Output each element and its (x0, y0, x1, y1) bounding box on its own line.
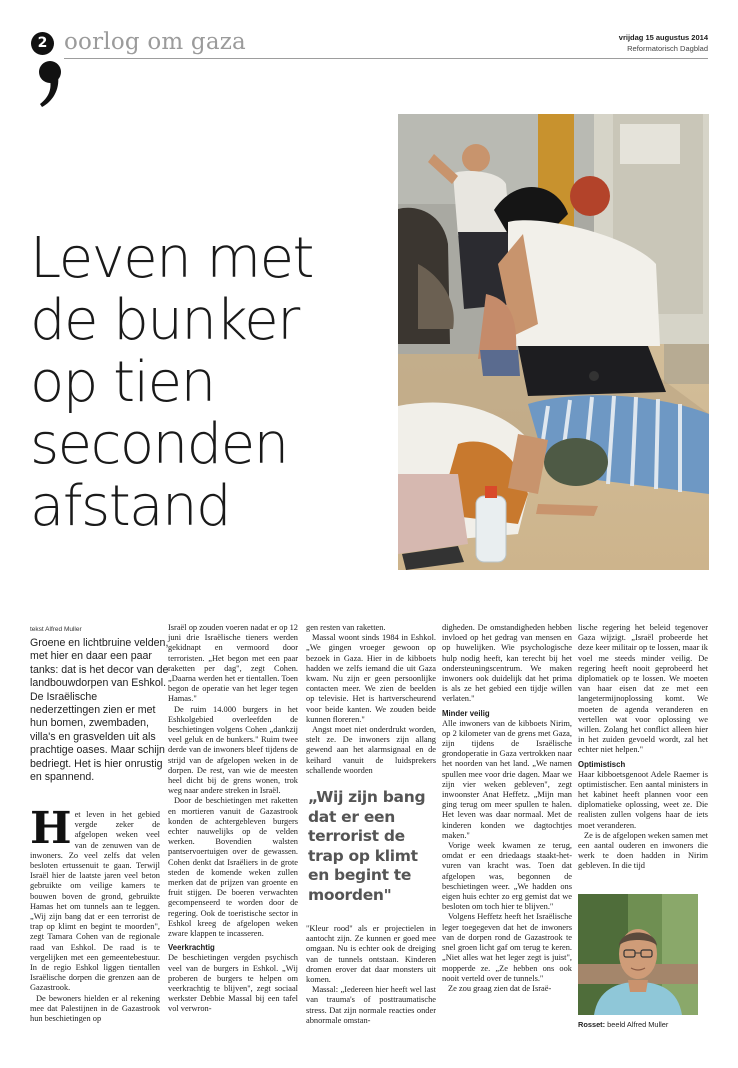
article-column-3-continued (306, 924, 436, 1026)
article-column-1 (30, 803, 160, 1024)
article-paragraph: Volgens Heffetz heeft het Israëlische leger toegegeven dat het de inwoners van de dorpen rond de Gazastrook te snel groen licht gaf om terug te keren. „Niet alles wat het leger zegt is juist", mopperde ze. „Ze hebben ons ook nooit verteld over de tunnels." (442, 912, 572, 983)
article-paragraph: Massal: „Iedereen hier heeft wel last van trauma's of posttraumatische stress. Dat zijn normale reacties onder abnormale omstan- (306, 985, 436, 1025)
main-photo (398, 114, 709, 570)
headline-line: de bunker (30, 288, 299, 353)
issue-date: vrijdag 15 augustus 2014 (618, 33, 708, 42)
article-column-2 (168, 623, 298, 1015)
article-column-5 (578, 623, 708, 872)
article-column-4 (442, 623, 572, 994)
caption-label: Rosset: (578, 1020, 606, 1029)
headline-line: afstand (30, 474, 231, 539)
article-paragraph: De bewoners hielden er al rekening mee dat Palestijnen in de Gazastrook hun beschietingen op (30, 993, 160, 1024)
paragraph-text: et leven in het gebied vergde zeker de afgelopen weken veel van de zenuwen van de inwoners. Zo veel zelfs dat velen besloten ertussenuit te gaan. Terwijl Israël hier de laatste jaren veel beton gebruikte om veilige kamers te bouwen boven de grond, gebruikte Hamas het om tunnels aan te leggen. „Wij zijn bang dat er een terrorist de trap op klimt en begint te moorden", zegt Tamara Cohen van de regionale raad van Eshkol. De raad is te vergelijken met een gemeentebestuur. In de regio Eshkol liggen tientallen Israëlische dorpen die grenzen aan de Gazastrook. (30, 810, 160, 993)
byline: tekst Alfred Muller (30, 626, 82, 633)
subheading-veerkrachtig: Veerkrachtig (168, 943, 215, 953)
article-paragraph: Israël op zouden voeren nadat er op 12 juni drie Israëlische tieners werden gekidnapt en vermoord door terroristen. „Het begon met een paar raketten per dag", zegt Cohen. „Daarna werden het er tientallen. Toen begon de operatie van het leger tegen Hamas." (168, 623, 298, 704)
pull-quote: „Wij zijn bang dat er een terrorist de trap op klimt en begint te moorden" (308, 788, 426, 904)
article-paragraph: Ze zou graag zien dat de Israë- (448, 983, 552, 993)
article-paragraph: Door de beschietingen met raketten en mortieren vanuit de Gazastrook konden de achtergebleven burgers echter nauwelijks op de velden werken. Bovendien walsten pantservoertuigen over de gewassen. Cohen denkt dat Israëliers in de grote steden de komende weken zullen merken dat de prijzen van groente en fruit stijgen. De boeren verwachten gecompenseerd te worden door de regering. Ook de toeristische sector in Eshkol kreeg de afgelopen weken zware klappen te incasseren. (168, 796, 298, 939)
article-paragraph: Vorige week kwamen ze terug, omdat er een driedaags staakt-het-vuren van kracht was. Toen dat afgelopen was, begonnen de beschietingen weer. „We hadden ons eigen huis echter zo erg gemist dat we besloten om toch hier te blijven." (442, 841, 572, 912)
article-intro: Groene en lichtbruine velden, met hier en daar een paar tanks: dat is het decor van de landbouwdorpen van Eshkol. De Israëlische nederzettingen zien er met hun bomen, zwembaden, villa's en grasvelden uit als prachtige oases. Maar schijn bedriegt. Het is hier onrustig en spannend. (30, 637, 169, 784)
photo-caption (578, 1020, 668, 1029)
article-paragraph: Alle inwoners van de kibboets Nirim, op 2 kilometer van de grens met Gaza, zijn tijdens de Israëlische grondoperatie in Gaza vertrokken naar het noorden van het land. „We namen spullen mee voor drie dagen. Maar we zijn vier weken gebleven", zegt inwoonster Anat Heffetz. „Mijn man ging terug om meer spullen te halen. Het leven was daar normaal. Met de kinderen konden we dagtochtjes maken." (442, 718, 572, 840)
headline-line: op tien (30, 350, 215, 415)
section-title: oorlog om gaza (64, 29, 246, 55)
publication-name: Reformatorisch Dagblad (627, 44, 708, 53)
header-rule (64, 58, 708, 59)
article-paragraph: De ruim 14.000 burgers in het Eshkolgebied overleefden de beschietingen volgens Cohen „dankzij veel geluk en de bunkers." Ruim twee derde van de inwoners bleef tijdens de strijd van de afgelopen weken in de dorpen. De rest, van wie de meesten heel dicht bij de grens wonen, trok weg naar andere streken in Israël. (168, 704, 298, 796)
article-paragraph: gen resten van raketten. (306, 623, 386, 632)
article-column-3 (306, 623, 436, 776)
article-paragraph: "Kleur rood" als er projectielen in aantocht zijn. Ze kunnen er goed mee omgaan. Nu is echter ook de dreiging van de tunnels ontstaan. Kinderen dromen erover dat daar monsters uit komen. (306, 924, 436, 985)
comma-ornament-icon (38, 60, 62, 108)
subheading-minder-veilig: Minder veilig (442, 708, 490, 718)
headline-line: seconden (30, 412, 288, 477)
caption-credit: beeld Alfred Muller (607, 1020, 669, 1029)
article-paragraph: Massal woont sinds 1984 in Eshkol. „We gingen vroeger gewoon op bezoek in Gaza. Hier in de kibboets hadden we zelfs iemand die uit Gaza kwam. Nu zijn er geen persoonlijke contacten meer. We zien de beelden op televisie. Het is hartverscheurend voor beide kanten. We zouden beide kunnen floreren." (306, 633, 436, 724)
portrait-photo (578, 894, 698, 1015)
article-paragraph: digheden. De omstandigheden hebben invloed op het gedrag van mensen en op huwelijken. Wie psychologische hulp nodig heeft, kan terecht bij het ondersteuningscentrum. We maken inwoners ook duidelijk dat het prima is als ze het gebied een tijdje willen verlaten." (442, 623, 572, 704)
article-paragraph: De beschietingen vergden psychisch veel van de burgers in Eshkol. „Wij proberen de burgers te helpen om veerkrachtig te blijven", zegt sociaal werkster Debbie Massal bij een tafel vol verwron- (168, 953, 298, 1014)
article-paragraph: Angst moet niet onderdrukt worden, stelt ze. De inwoners zijn allang gewend aan het alarmsignaal en de keihard vanuit de luidsprekers schallende woorden (306, 725, 436, 775)
drop-cap: H (30, 803, 72, 854)
article-paragraph (30, 803, 160, 994)
article-paragraph: Haar kibboetsgenoot Adele Raemer is optimistischer. Een aantal ministers in het kabinet heeft plannen voor een diplomatieke oplossing, weet ze. Die realisten zullen volgens haar de iets moet veranderen. (578, 769, 708, 830)
headline (30, 228, 380, 538)
subheading-optimistisch: Optimistisch (578, 759, 626, 769)
article-paragraph: Ze is de afgelopen weken samen met een aantal ouderen en inwoners die werk te doen hadden in Nirim gebleven. In die tijd (578, 830, 708, 871)
article-paragraph: lische regering het beleid tegenover Gaza wijzigt. „Israël probeerde het deze keer militair op te lossen, maar ik voel me steeds minder veilig. De regering heeft nooit geprobeerd het diplomatiek op te lossen. We moeten van haar eisen dat ze met een langetermijnoplossing komt. We moeten de agenda veranderen en vertellen wat voor oplossing we willen. Zolang het conflict alleen hier in het zuiden gevoeld wordt, zal het echter niet helpen." (578, 623, 708, 755)
headline-line: Leven met (30, 226, 314, 291)
page-number: 2 (31, 32, 54, 55)
